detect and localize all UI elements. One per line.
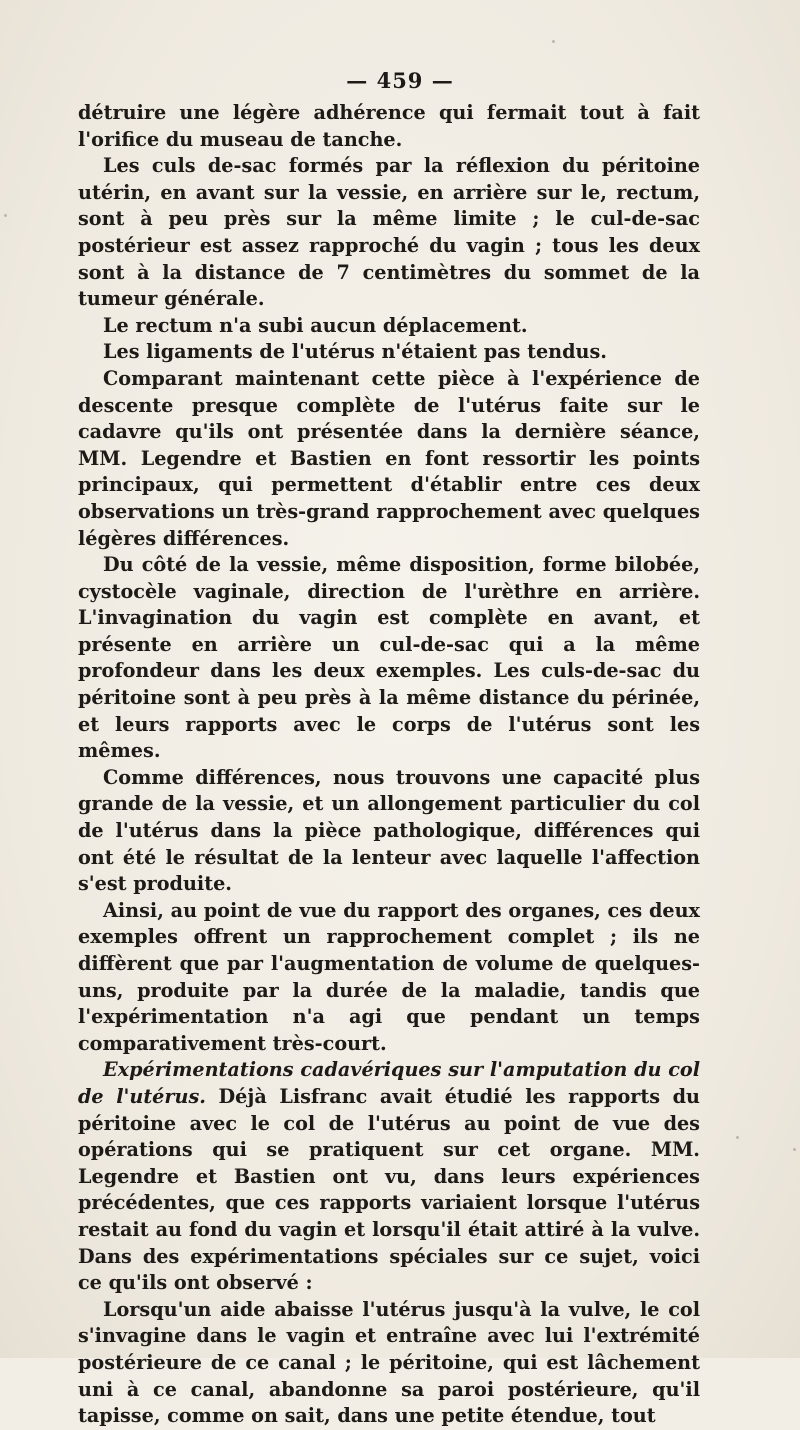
paragraph: Comparant maintenant cette pièce à l'expérience de descente presque complète de l'utérus faite sur le cadavre qu'ils ont présentée dans la dernière séance, MM. Legendre et Bastien en font ressortir les points principaux, qui permettent d'établir entre ces deux observations un très-grand rapprochement avec quelques légères différences. xyxy=(78,366,700,550)
paragraph: Du côté de la vessie, même disposition, forme bilobée, cystocèle vaginale, direction de l'urèthre en arrière. L'invagination du vagin est complète en avant, et présente en arrière un cul-de-sac qui a la même profondeur dans les deux exemples. Les culs-de-sac du péritoine sont à peu près à la même distance du périnée, et leurs rapports avec le corps de l'utérus sont les mêmes. xyxy=(78,553,700,763)
section-heading: Expérimentations cadavériques sur l'amputation du col de l'utérus. xyxy=(78,1058,700,1108)
page-number: — 459 — xyxy=(346,68,454,93)
paragraph: Ainsi, au point de vue du rapport des organes, ces deux exemples offrent un rapprochement complet ; ils ne diffèrent que par l'augmentation de volume de quelques-uns, produite par la durée de la maladie, tandis que l'expérimentation n'a agi que pendant un temps comparativement très-court. xyxy=(78,898,700,1055)
paragraph: Les ligaments de l'utérus n'étaient pas tendus. xyxy=(103,340,607,364)
paragraph: Les culs de-sac formés par la réflexion du péritoine utérin, en avant sur la vessie, en arrière sur le, rectum, sont à peu près sur la même limite ; le cul-de-sac postérieur est assez rapproché du vagin ; tous les deux sont à la distance de 7 centimètres du sommet de la tumeur générale. xyxy=(78,154,700,311)
paper-speck xyxy=(736,1136,739,1139)
paper-speck xyxy=(793,1148,796,1151)
paragraph-continuation: détruire une légère adhérence qui fermait tout à fait l'orifice du museau de tanche. xyxy=(78,101,700,151)
paragraph: Comme différences, nous trouvons une capacité plus grande de la vessie, et un allongement particulier du col de l'utérus dans la pièce pathologique, différences qui ont été le résultat de la lenteur avec laquelle l'affection s'est produite. xyxy=(78,765,700,896)
paper-speck xyxy=(4,214,7,217)
paragraph: Lorsqu'un aide abaisse l'utérus jusqu'à la vulve, le col s'invagine dans le vagin et entraîne avec lui l'extrémité postérieure de ce canal ; le péritoine, qui est lâchement uni à ce canal, abandonne sa paroi postérieure, qu'il tapisse, comme on sait, dans une petite étendue, tout xyxy=(78,1297,700,1428)
body-text xyxy=(78,100,700,1430)
section-paragraph: Déjà Lisfranc avait étudié les rapports du péritoine avec le col de l'utérus au point de vue des opérations qui se pratiquent sur cet organe. MM. Legendre et Bastien ont vu, dans leurs expériences précédentes, que ces rapports variaient lorsque l'utérus restait au fond du vagin et lorsqu'il était attiré à la vulve. Dans des expérimentations spéciales sur ce sujet, voici ce qu'ils ont observé : xyxy=(78,1084,700,1295)
paragraph: Le rectum n'a subi aucun déplacement. xyxy=(103,313,528,337)
paper-speck xyxy=(552,40,555,43)
section-heading-paragraph xyxy=(78,1057,700,1296)
